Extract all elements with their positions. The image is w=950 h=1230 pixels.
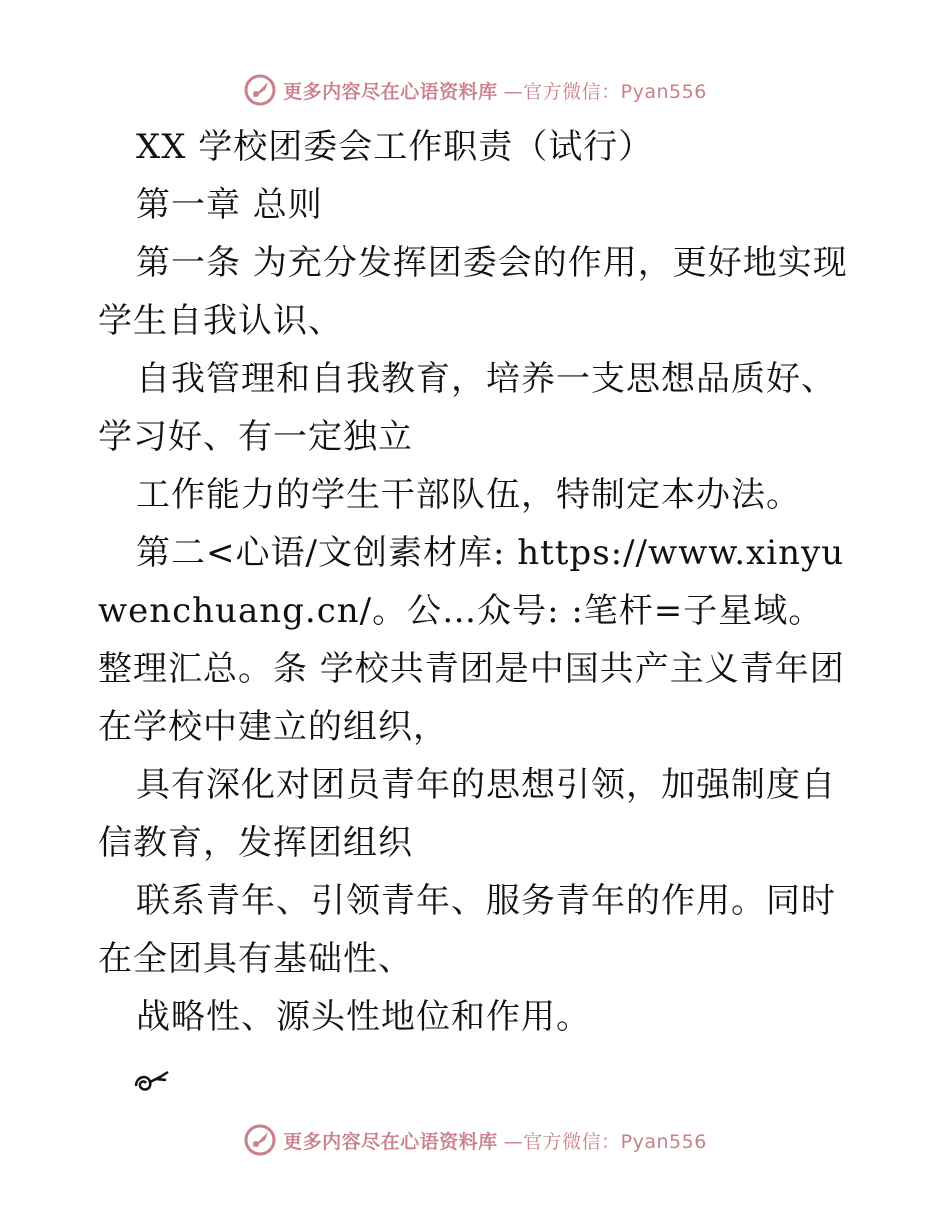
document-body — [98, 118, 858, 1046]
paragraph: 自我管理和自我教育，培养一支思想品质好、学习好、有一定独立 — [98, 359, 836, 457]
paragraph: 第一条 为充分发挥团委会的作用，更好地实现学生自我认识、 — [98, 243, 848, 341]
watermark-wechat: —官方微信：Pyan556 — [503, 1130, 707, 1153]
fleuron-icon — [132, 1068, 174, 1094]
watermark-wechat: —官方微信：Pyan556 — [503, 80, 707, 103]
watermark-text: 更多内容尽在心语资料库 — [283, 1130, 498, 1153]
header-watermark — [0, 70, 950, 110]
paragraph: 工作能力的学生干部队伍，特制定本办法。 — [136, 475, 801, 515]
quill-seal-icon — [243, 73, 277, 107]
chapter-heading: 第一章 总则 — [136, 185, 323, 225]
footer-watermark — [0, 1120, 950, 1160]
paragraph: 第二<心语/文创素材库: https://www.xinyuwenchuang.cn/。公…众号: :笔杆=子星域。整理汇总。条 学校共青团是中国共产主义青年团在学校中建立的组织， — [98, 533, 845, 747]
paragraph: 联系青年、引领青年、服务青年的作用。同时在全团具有基础性、 — [98, 881, 836, 979]
quill-seal-icon — [243, 1123, 277, 1157]
paragraph: 具有深化对团员青年的思想引领，加强制度自信教育，发挥团组织 — [98, 765, 836, 863]
watermark-text: 更多内容尽在心语资料库 — [283, 80, 498, 103]
paragraph: 战略性、源头性地位和作用。 — [136, 997, 591, 1037]
doc-title: XX 学校团委会工作职责（试行） — [136, 127, 654, 167]
